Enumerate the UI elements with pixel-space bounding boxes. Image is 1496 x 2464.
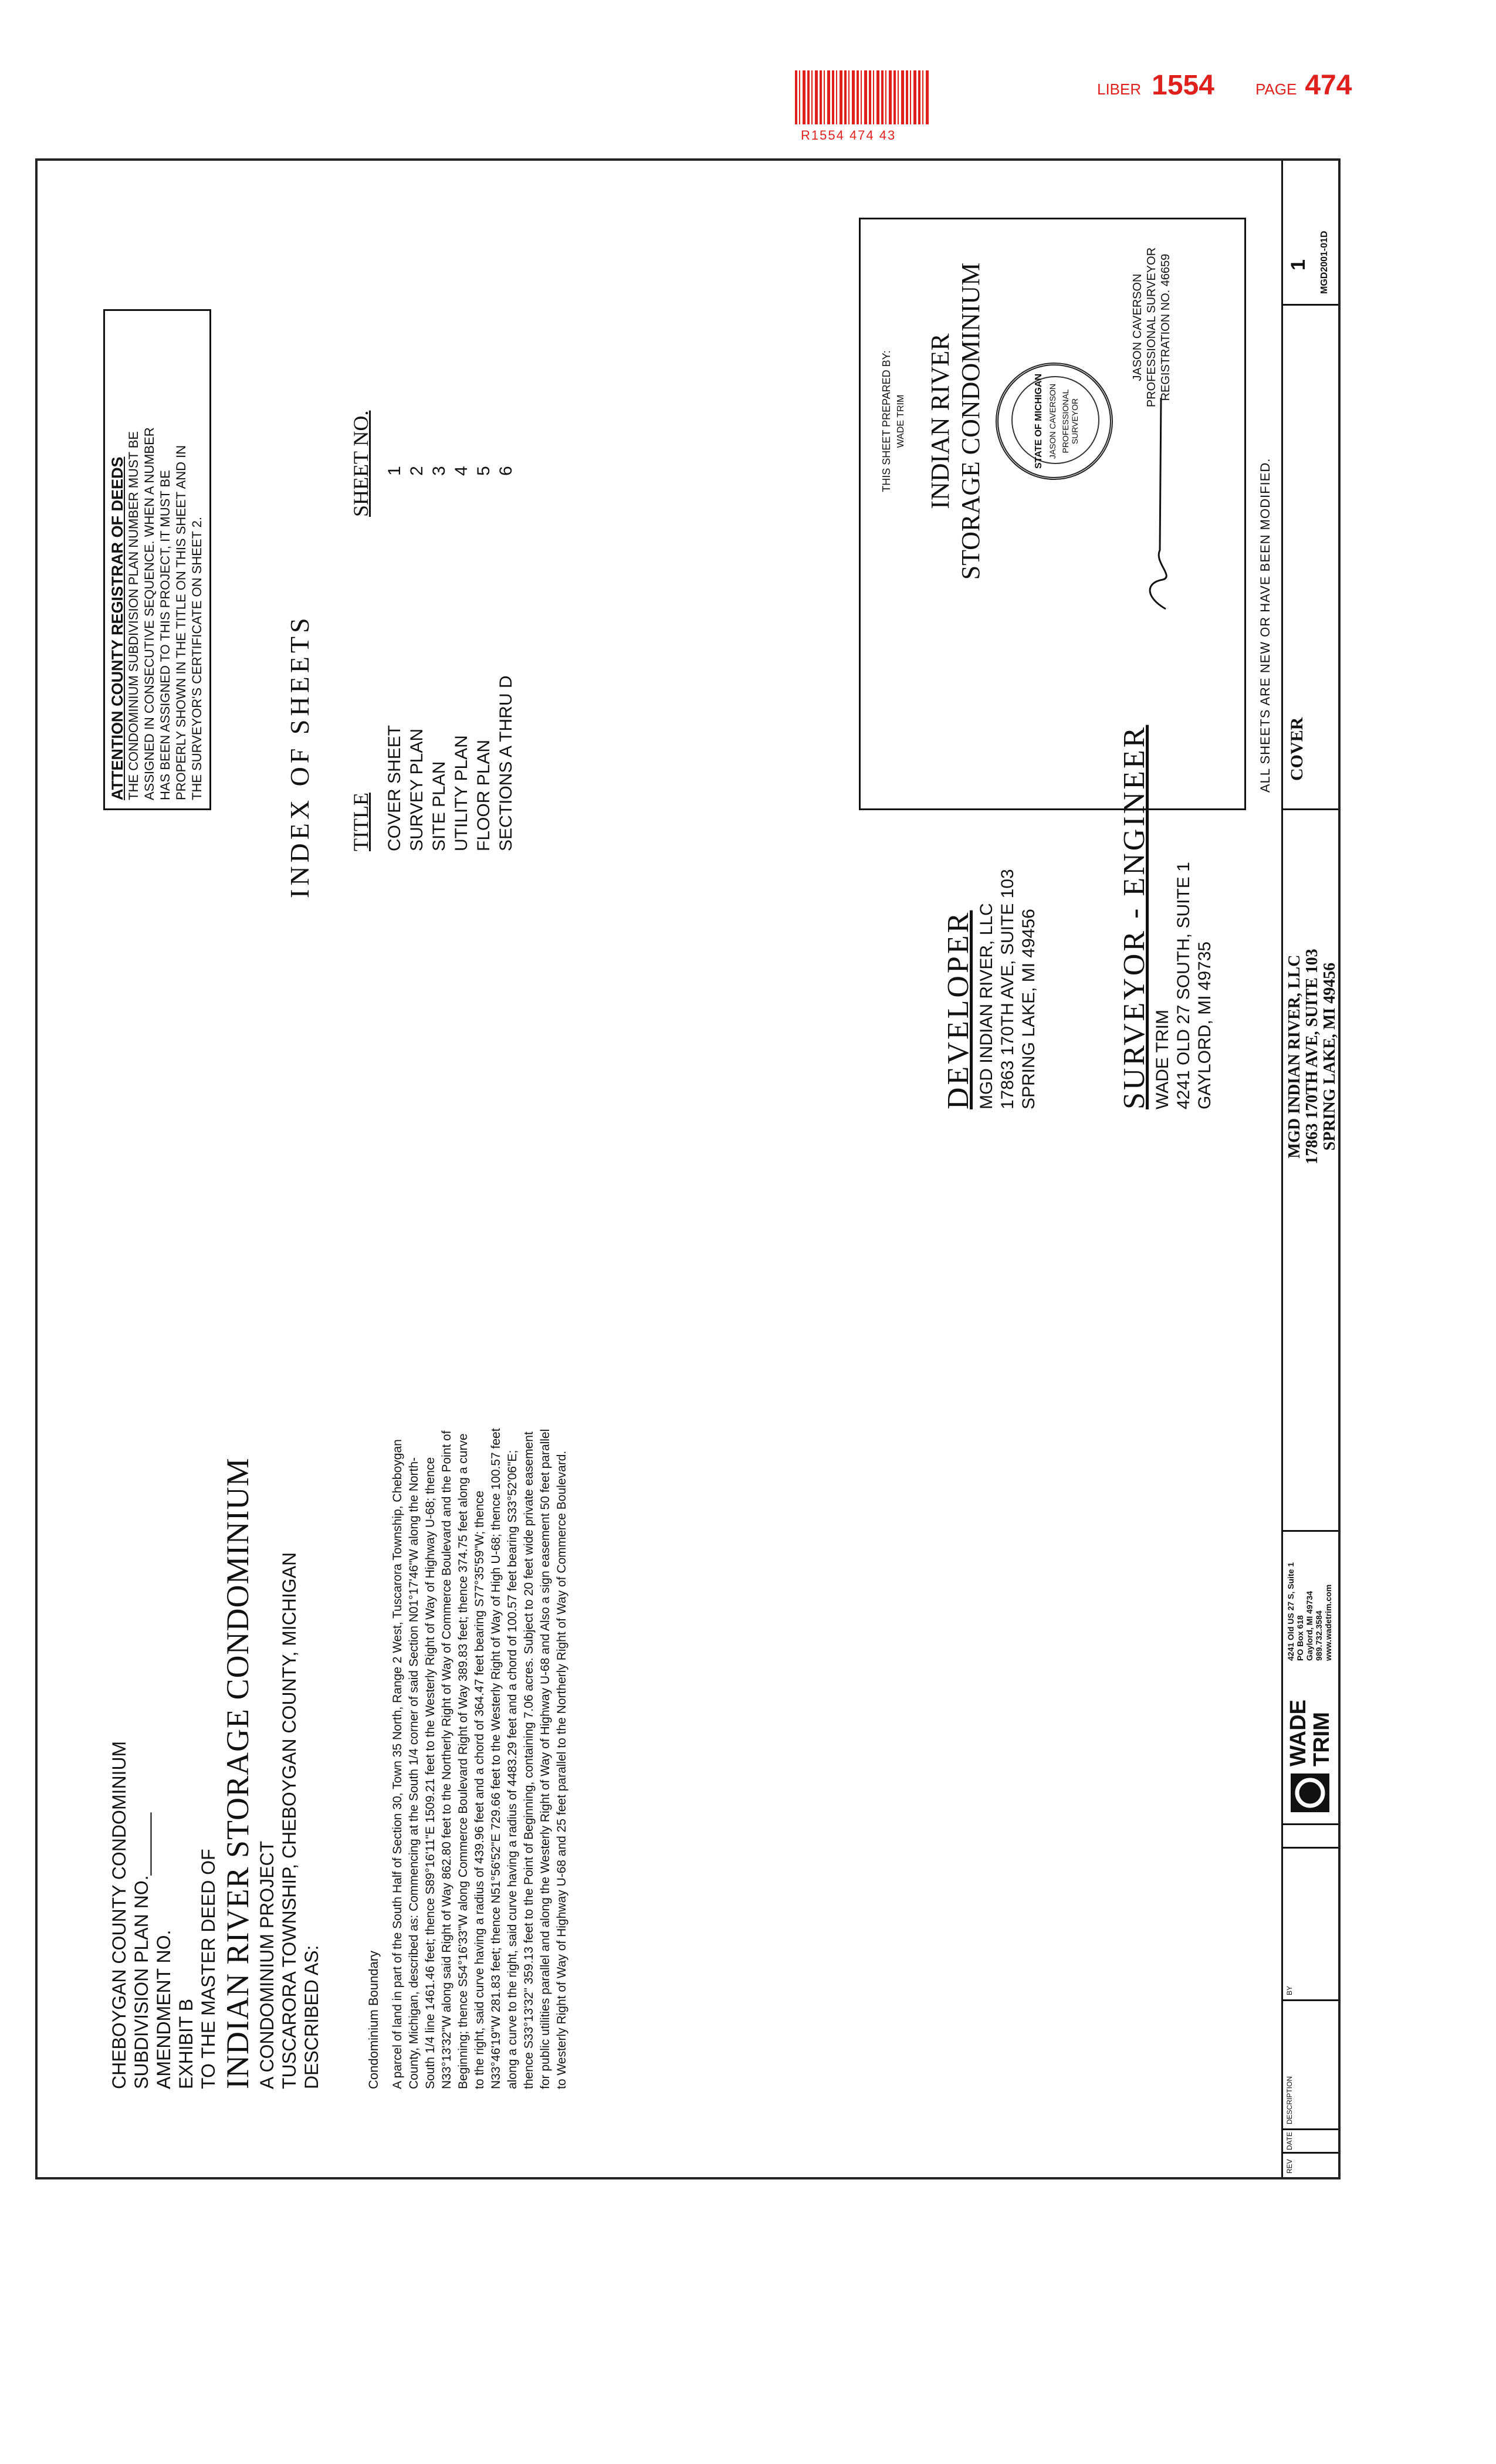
firm-address: [1286, 1562, 1333, 1661]
header-line7: TUSCARORA TOWNSHIP, CHEBOYGAN COUNTY, MICHIGAN: [279, 1552, 300, 2089]
surveyor-seal: [996, 363, 1113, 480]
page-stamp: [1255, 69, 1352, 101]
prepared-project: [925, 257, 986, 585]
rev-header: REV: [1285, 2159, 1294, 2174]
logo-line2: TRIM: [1309, 1712, 1334, 1766]
project-name: INDIAN RIVER STORAGE CONDOMINIUM: [220, 1457, 255, 2089]
index-row-no: 5: [474, 466, 493, 476]
by-header: BY: [1285, 1985, 1294, 1995]
header-line5: TO THE MASTER DEED OF: [198, 1849, 219, 2089]
surveyor-role: SURVEYOR - ENGINEER: [1118, 725, 1151, 1109]
index-row-no: 1: [385, 466, 404, 476]
date-header: DATE: [1285, 2131, 1294, 2150]
developer-name: MGD INDIAN RIVER, LLC: [977, 903, 996, 1109]
barcode: [795, 70, 930, 124]
seal-state: STATE OF MICHIGAN: [1034, 373, 1044, 469]
attention-line: THE SURVEYOR'S CERTIFICATE ON SHEET 2.: [189, 516, 204, 800]
index-row-title: COVER SHEET: [385, 725, 404, 851]
index-titles: [384, 675, 517, 851]
surveyor-registration: REGISTRATION NO. 46659: [1159, 253, 1172, 401]
attention-line: THE CONDOMINIUM SUBDIVISION PLAN NUMBER MUST BE: [126, 431, 141, 800]
attention-line: PROPERLY SHOWN IN THE TITLE ON THIS SHEET AND IN: [174, 445, 188, 800]
wade-trim-logo: [1286, 1667, 1335, 1813]
developer-address1: 17863 170TH AVE, SUITE 103: [998, 869, 1017, 1109]
index-row-no: 6: [496, 466, 516, 476]
header-line3: AMENDMENT NO.: [153, 1930, 174, 2089]
page-label: PAGE: [1255, 80, 1297, 98]
surveyor-credentials: [1131, 222, 1173, 433]
index-col-title: TITLE: [349, 793, 373, 851]
surveyor-sig-name: JASON CAVERSON: [1131, 273, 1144, 381]
surveyor-address2: GAYLORD, MI 49735: [1195, 941, 1214, 1109]
index-row-title: FLOOR PLAN: [474, 739, 493, 851]
surveyor-name: WADE TRIM: [1153, 1010, 1172, 1109]
plan-header: [108, 1458, 323, 2089]
developer-role: DEVELOPER: [942, 910, 975, 1109]
index-numbers: [384, 466, 517, 476]
boundary-title: Condominium Boundary: [366, 1950, 381, 2089]
index-row-no: 3: [429, 466, 449, 476]
liber-stamp: [1097, 69, 1214, 101]
firm-address-line: PO Box 618: [1295, 1615, 1305, 1661]
seal-name: JASON CAVERSON: [1048, 383, 1057, 459]
sheet-title: COVER: [1287, 717, 1307, 781]
header-line4: EXHIBIT B: [175, 1998, 197, 2089]
page-value: 474: [1305, 70, 1352, 101]
surveyor-sig-title: PROFESSIONAL SURVEYOR: [1145, 247, 1158, 408]
index-row-title: SURVEY PLAN: [407, 729, 427, 851]
header-line2: SUBDIVISION PLAN NO.______: [131, 1812, 152, 2089]
index-row-title: SECTIONS A THRU D: [496, 675, 516, 851]
header-line8: DESCRIBED AS:: [301, 1945, 322, 2089]
boundary-description: A parcel of land in part of the South Half of Section 30, Town 35 North, Range 2 West, Tuscarora Township, Cheboygan County, Michigan, described as: Commencing at the South 1/4 corner of said Section N01°17'46"W along the North-South 1/4 line 1461.46 feet; thence S89°16'11"E 1509.21 feet to the Westerly Right of Way of Highway U-68; thence N33°13'32"W along said Right of Way 862.80 feet to the Northerly Right of Way of Commerce Boulevard and the Point of Beginning; thence S54°16'33"W along Commerce Boulevard Right of Way 389.83 feet; thence 374.75 feet along a curve to the right, said curve having a radius of 439.96 feet and a chord of 364.47 feet bearing S77°35'59"W; thence N33°46'19"W 281.83 feet; thence N51°56'52"E 729.66 feet to the Westerly Right of Way of High U-68; thence 100.57 feet along a curve to the right, said curve having a radius of 4483.29 feet and a chord of 100.57 feet bearing S33°52'06"E; thence S33°13'32" 359.13 feet to the Point of Beginning, containing 7.06 acres. Subject to 20 feet wide private easement for public utilities parallel and along the Westerly Right of Way of Highway U-68 and Also a sign easement 50 feet parallel to Westerly Right of Way of Highway U-68 and 25 feet parallel to the Northerly Right of Way of Commerce Boulevard.: [391, 1428, 568, 2089]
prepared-project-line1: INDIAN RIVER: [926, 333, 955, 509]
surveyor-address1: 4241 OLD 27 SOUTH, SUITE 1: [1174, 862, 1193, 1109]
prepared-by-box: [859, 218, 1246, 810]
firm-address-line: 4241 Old US 27 S, Suite 1: [1286, 1562, 1295, 1661]
job-number: MGD2001-01D: [1319, 231, 1329, 294]
prepared-project-line2: STORAGE CONDOMINIUM: [956, 262, 985, 580]
attention-line: HAS BEEN ASSIGNED TO THIS PROJECT, IT MUST BE: [158, 470, 172, 800]
index-row-no: 2: [407, 466, 427, 476]
index-col-no: SHEET NO.: [349, 410, 373, 517]
description-header: DESCRIPTION: [1285, 2076, 1294, 2124]
all-sheets-note: ALL SHEETS ARE NEW OR HAVE BEEN MODIFIED.: [1258, 458, 1272, 793]
seal-title: PROFESSIONAL SURVEYOR: [1061, 389, 1079, 453]
owner-block: [1286, 834, 1339, 1280]
prepared-firm: WADE TRIM: [896, 394, 906, 448]
sheet-number: 1: [1287, 259, 1309, 270]
firm-address-line: Gaylord, MI 49734: [1305, 1590, 1314, 1661]
owner-line1: MGD INDIAN RIVER, LLC: [1285, 955, 1304, 1159]
owner-line2: 17863 170TH AVE, SUITE 103: [1303, 949, 1321, 1165]
header-line1: CHEBOYGAN COUNTY CONDOMINIUM: [109, 1741, 130, 2089]
owner-line3: SPRING LAKE, MI 49456: [1321, 962, 1339, 1151]
header-line6: A CONDOMINIUM PROJECT: [256, 1840, 277, 2089]
index-row-title: SITE PLAN: [429, 761, 449, 851]
barcode-number: R1554 474 43: [801, 128, 896, 143]
logo-mark-icon: [1289, 1772, 1331, 1813]
prepared-label: THIS SHEET PREPARED BY:: [881, 350, 892, 492]
drawing-sheet: [35, 158, 1341, 2179]
index-row-title: UTILITY PLAN: [452, 735, 471, 851]
firm-address-line: www.wadetrim.com: [1324, 1584, 1333, 1661]
attention-title: ATTENTION COUNTY REGISTRAR OF DEEDS: [109, 456, 126, 800]
firm-address-line: 989.732.3584: [1314, 1610, 1324, 1661]
liber-value: 1554: [1152, 70, 1214, 101]
developer-block: [941, 869, 1040, 1109]
index-row-no: 4: [452, 466, 471, 476]
index-title: INDEX OF SHEETS: [285, 614, 314, 898]
logo-line1: WADE: [1286, 1700, 1311, 1766]
attention-line: ASSIGNED IN CONSECUTIVE SEQUENCE. WHEN A NUMBER: [142, 427, 157, 800]
attention-box: [103, 309, 211, 810]
liber-label: LIBER: [1097, 80, 1142, 98]
developer-address2: SPRING LAKE, MI 49456: [1019, 909, 1038, 1109]
